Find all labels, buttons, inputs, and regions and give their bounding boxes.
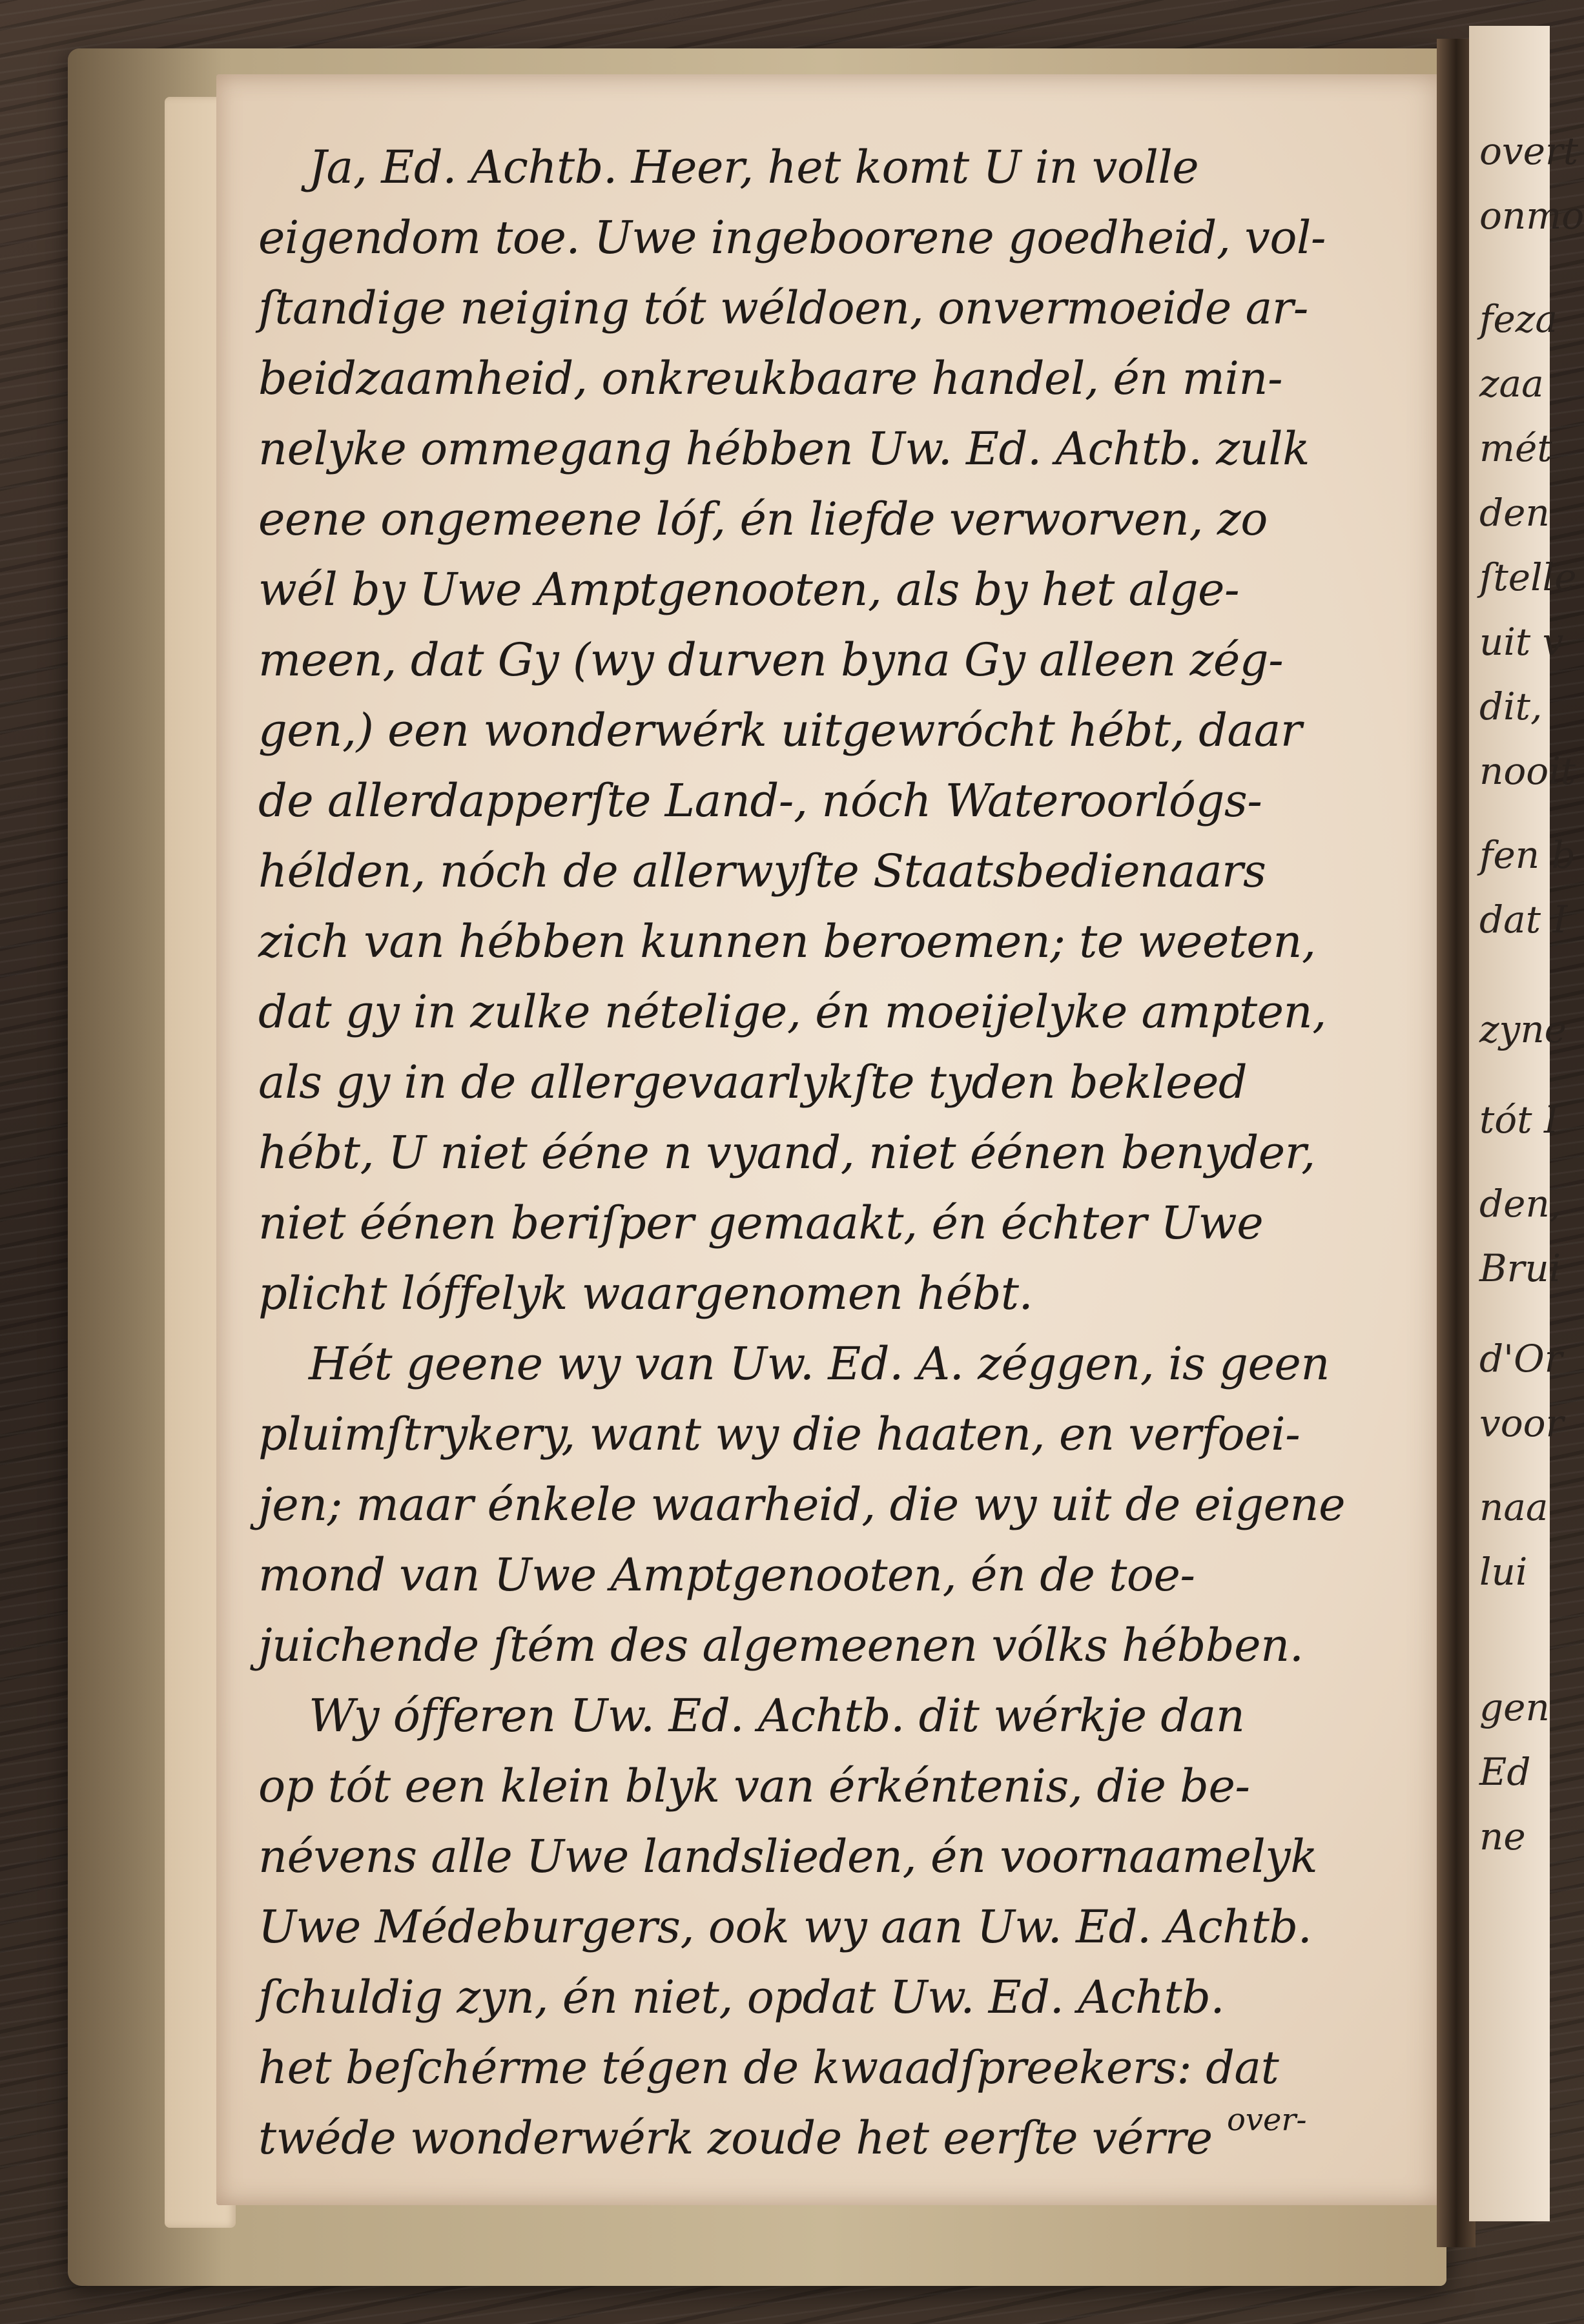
text-line: nelyke ommegang hébben Uw. Ed. Achtb. zulk xyxy=(258,422,1310,475)
facing-page-fragment: ſtelle xyxy=(1479,555,1577,599)
text-line: wél by Uwe Amptgenooten, als by het alge- xyxy=(258,563,1240,616)
text-line: Uwe Médeburgers, ook wy aan Uw. Ed. Achtb. xyxy=(258,1900,1312,1953)
text-line: pluimſtrykery, want wy die haaten, en verfoei- xyxy=(258,1408,1301,1461)
text-line: niet éénen beriſper gemaakt, én échter Uwe xyxy=(258,1197,1264,1249)
text-line: als gy in de allergevaarlykſte tyden bekleed xyxy=(258,1056,1248,1109)
facing-page-fragment: Brui xyxy=(1479,1246,1561,1290)
text-line: beidzaamheid, onkreukbaare handel, én min- xyxy=(258,352,1283,405)
text-line: névens alle Uwe landslieden, én voornaamelyk xyxy=(258,1830,1318,1883)
text-line: plicht lóffelyk waargenomen hébt. xyxy=(258,1267,1033,1320)
facing-page-fragment: onmo xyxy=(1479,194,1584,238)
facing-page-fragment: uit v xyxy=(1479,620,1564,664)
facing-page-fragment: lui xyxy=(1479,1550,1528,1594)
text-line: hébt, U niet ééne n vyand, niet éénen benyder, xyxy=(258,1126,1315,1179)
facing-page-fragment: nooit xyxy=(1479,749,1576,793)
text-line: ſtandige neiging tót wéldoen, onvermoeide ar- xyxy=(258,282,1308,334)
text-line: Ja, Ed. Achtb. Heer, het komt U in volle xyxy=(309,141,1199,194)
text-line: eigendom toe. Uwe ingeboorene goedheid, vol- xyxy=(258,211,1326,264)
text-line: zich van hébben kunnen beroemen; te weeten, xyxy=(258,915,1316,968)
text-line: op tót een klein blyk van érkéntenis, die be- xyxy=(258,1760,1250,1813)
facing-page-fragment: den, xyxy=(1479,1182,1562,1226)
text-line: eene ongemeene lóf, én liefde verworven, zo xyxy=(258,493,1268,546)
facing-page-fragment: zaa xyxy=(1479,362,1544,406)
text-line: ſchuldig zyn, én niet, opdat Uw. Ed. Achtb. xyxy=(258,1971,1225,2024)
facing-page-edge xyxy=(1469,26,1584,2221)
text-line: de allerdapperſte Land-, nóch Wateroorlógs- xyxy=(258,774,1262,827)
facing-page-fragment: fen b xyxy=(1479,833,1576,877)
text-line: mond van Uwe Amptgenooten, én de toe- xyxy=(258,1548,1195,1601)
facing-page-fragment: ne xyxy=(1479,1815,1526,1858)
facing-page-fragment: dat I xyxy=(1479,898,1568,941)
text-line: hélden, nóch de allerwyſte Staatsbedienaars xyxy=(258,845,1266,898)
catchword: over- xyxy=(1227,2102,1307,2138)
text-line: juichende ſtém des algemeenen vólks hébben. xyxy=(258,1619,1304,1672)
facing-page-fragment: tót I xyxy=(1479,1098,1559,1142)
facing-page-fragment: voor xyxy=(1479,1401,1564,1445)
facing-page-fragment: dit, xyxy=(1479,684,1543,728)
text-line: het beſchérme tégen de kwaadſpreekers: dat xyxy=(258,2041,1279,2094)
facing-page-fragment: Ed xyxy=(1479,1750,1531,1794)
text-line: meen, dat Gy (wy durven byna Gy alleen zég- xyxy=(258,633,1284,686)
facing-page-fragment: feza xyxy=(1479,297,1558,341)
text-line: Wy ófferen Uw. Ed. Achtb. dit wérkje dan xyxy=(309,1689,1245,1742)
facing-page-fragment: zyne xyxy=(1479,1007,1567,1051)
facing-page-fragment: den xyxy=(1479,491,1550,535)
text-line: Hét geene wy van Uw. Ed. A. zéggen, is geen xyxy=(309,1337,1330,1390)
text-line: jen; maar énkele waarheid, die wy uit de eigene xyxy=(258,1478,1346,1531)
page-text xyxy=(258,132,1382,2174)
text-line: gen,) een wonderwérk uitgewrócht hébt, daar xyxy=(258,704,1302,757)
facing-page-fragment: mét xyxy=(1479,426,1552,470)
facing-page-fragment: naa xyxy=(1479,1485,1548,1529)
facing-page-fragment: d'Or xyxy=(1479,1337,1563,1381)
facing-page-fragment: gen xyxy=(1479,1685,1550,1729)
text-line: dat gy in zulke nételige, én moeijelyke ampten, xyxy=(258,985,1326,1038)
text-line: twéde wonderwérk zoude het eerſte vérre xyxy=(258,2112,1213,2165)
facing-page-fragment: overt xyxy=(1479,129,1579,173)
